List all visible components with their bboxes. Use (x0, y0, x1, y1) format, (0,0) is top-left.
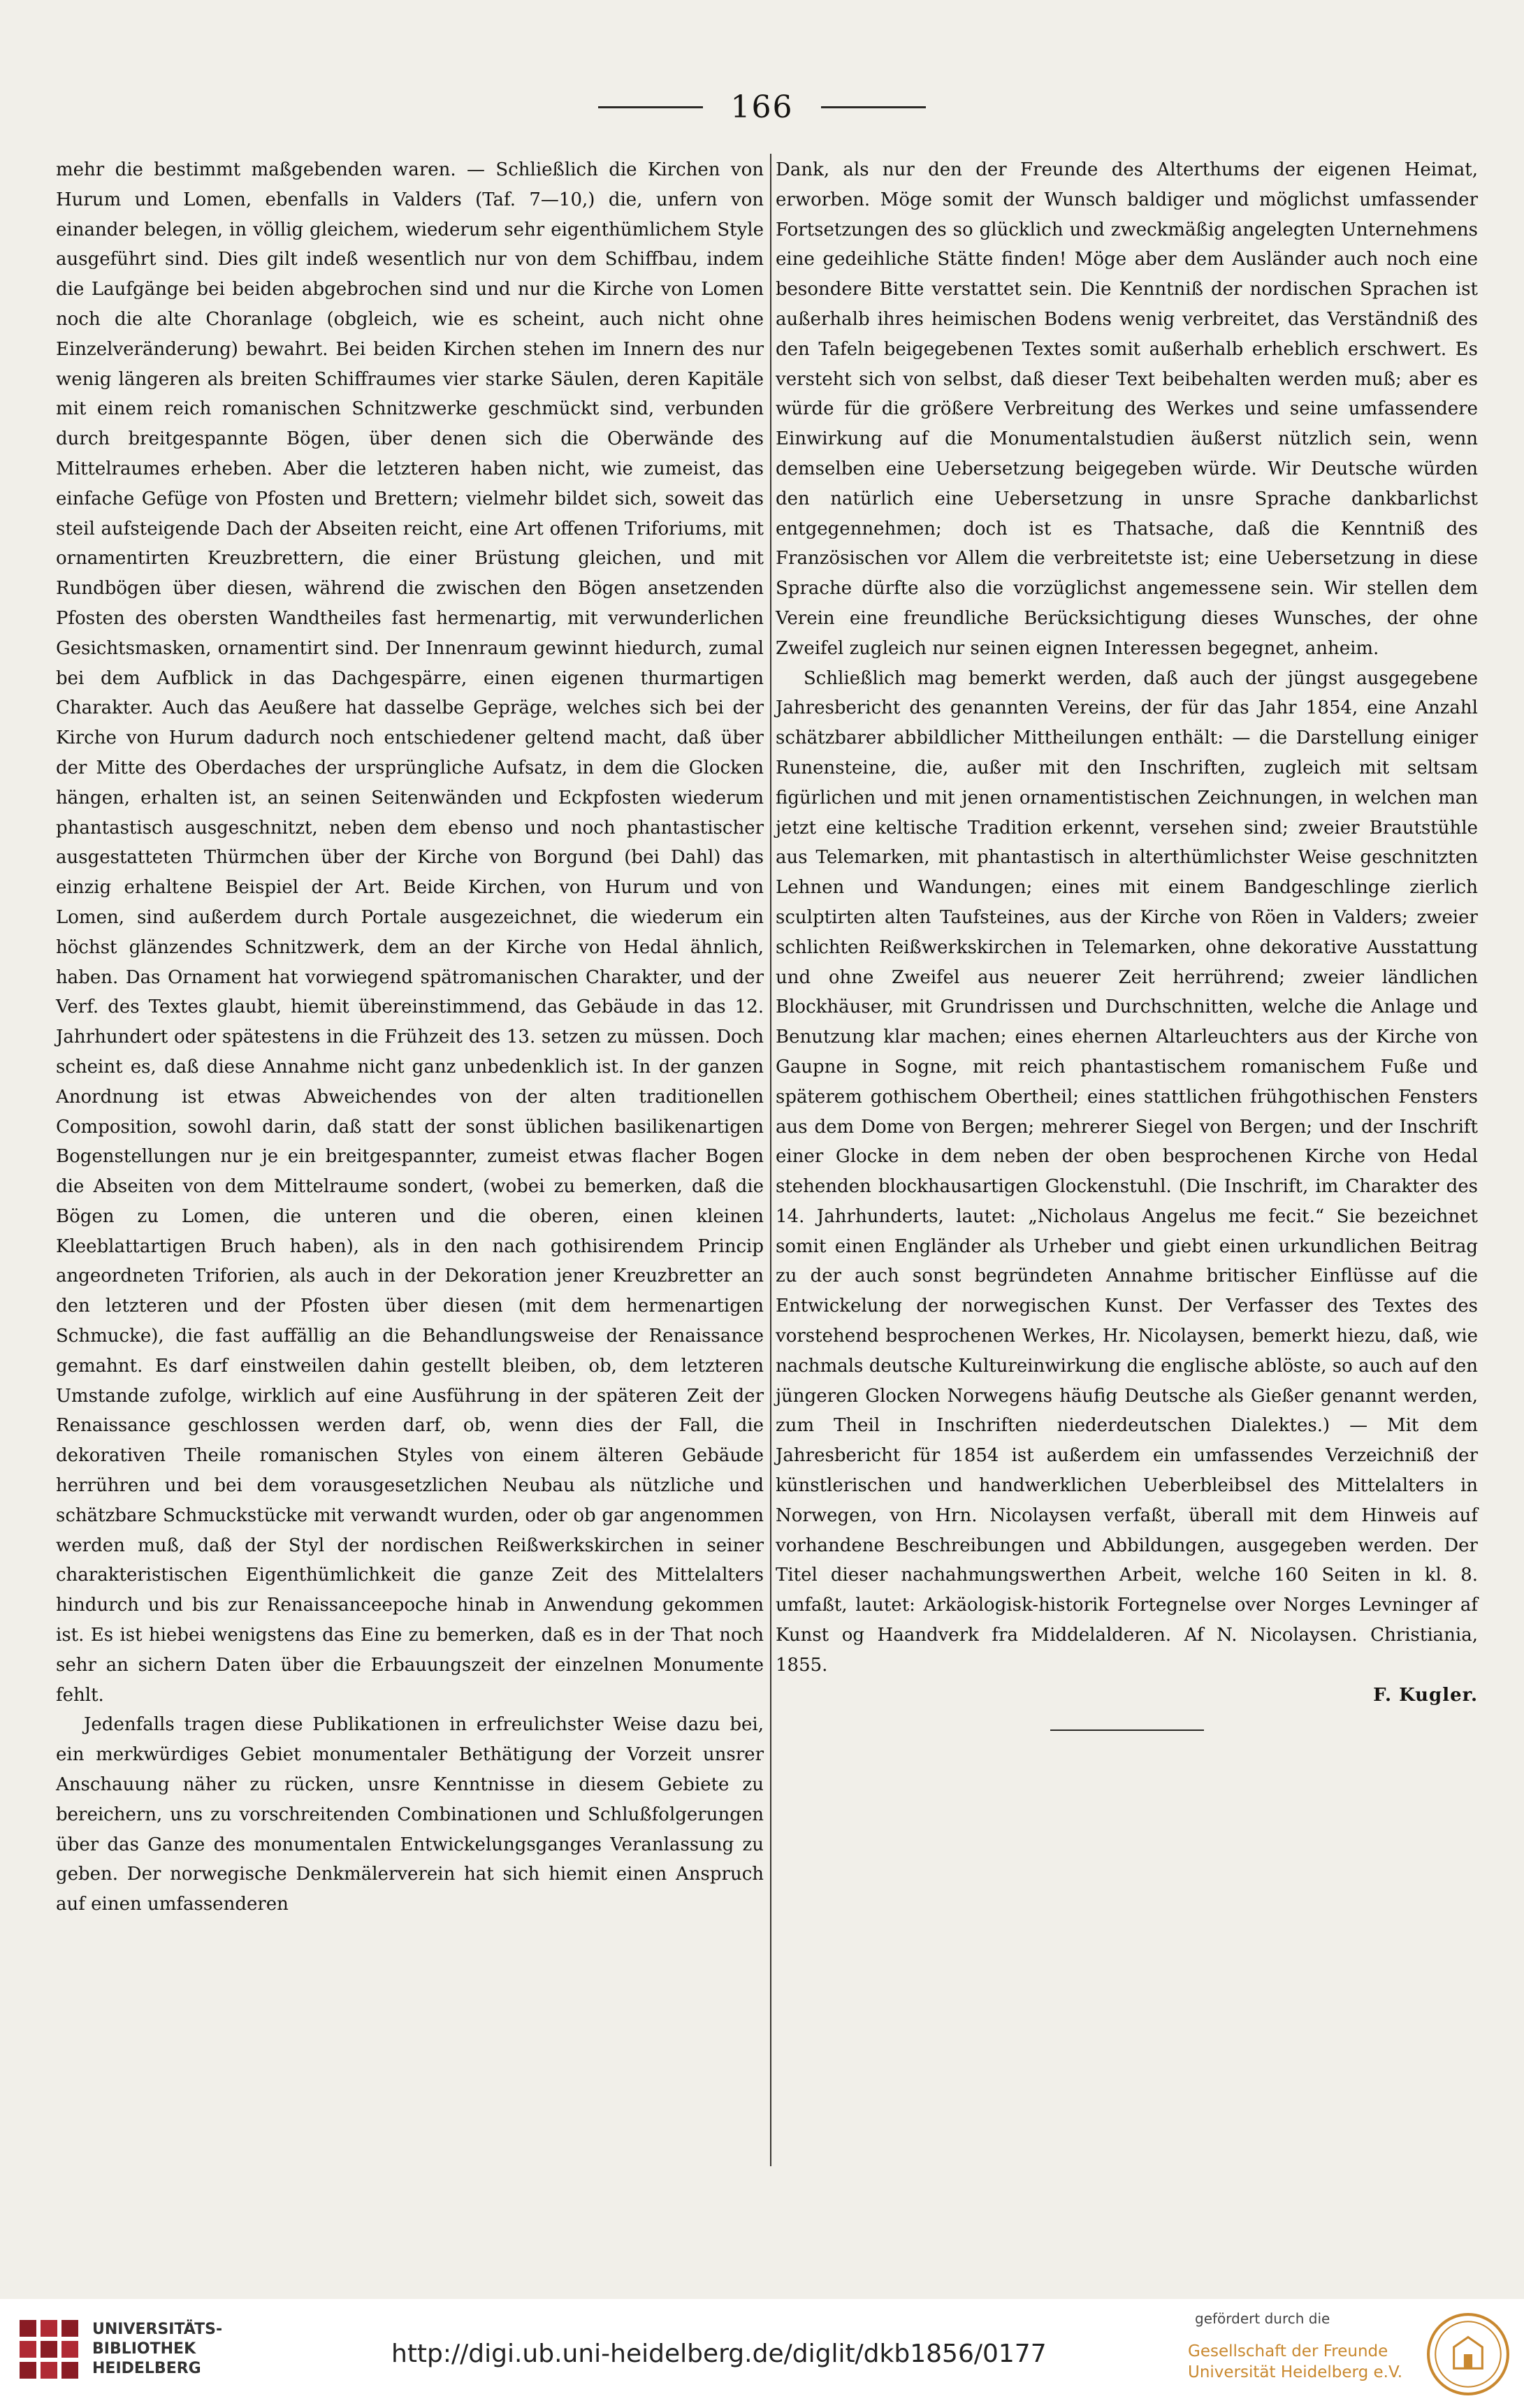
library-name-line-1: UNIVERSITÄTS- (92, 2321, 223, 2338)
university-seal-icon (1425, 2312, 1511, 2397)
library-name-line-3: HEIDELBERG (92, 2360, 201, 2377)
funded-by-text: gefördert durch die (1195, 2310, 1330, 2327)
right-paragraph-2: Schließlich mag bemerkt werden, daß auch der jüngst ausgegebene Jahresbericht des genannten Vereins, der für das Jahr 1854, eine Anzahl schätzbarer abbildlicher Mittheilungen enthält: — die Darstellung einiger Runensteine, die, außer mit den Inschriften, zugleich mit seltsam figürlichen und mit jenen ornamentistischen Zeichnungen, in welchen man jetzt eine keltische Tradition erkennt, versehen sind; zweier Brautstühle aus Telemarken, mit phantastisch in alterthümlichster Weise geschnitzten Lehnen und Wandungen; eines mit einem Bandgeschlinge zierlich sculptirten alten Taufsteines, aus der Kirche von Röen in Valders; zweier schlichten Reißwerkskirchen in Telemarken, ohne dekorative Ausstattung und ohne Zweifel aus neuerer Zeit herrührend; zweier ländlichen Blockhäuser, mit Grundrissen und Durchschnitten, welche die Anlage und Benutzung klar machen; eines ehernen Altarleuchters aus der Kirche von Gaupne in Sogne, mit reich phantastischem romanischem Fuße und späterem gothischem Obertheil; eines stattlichen frühgothischen Fensters aus dem Dome von Bergen; mehrerer Siegel von Bergen; und der Inschrift einer Glocke in dem neben der oben besprochenen Kirche von Hedal stehenden blockhausartigen Glockenstuhl. (Die Inschrift, im Charakter des 14. Jahrhunderts, lautet: „Nicholaus Angelus me fecit.“ Sie bezeichnet somit einen Engländer als Urheber und giebt einen urkundlichen Beitrag zu der auch sonst begründeten Annahme britischer Einflüsse auf die Entwickelung der norwegischen Kunst. Der Verfasser des Textes des vorstehend besprochenen Werkes, Hr. Nicolaysen, bemerkt hiezu, daß, wie nachmals deutsche Kultureinwirkung die englische ablöste, so auch auf den jüngeren Glocken Norwegens häufig Deutsche als Gießer genannt werden, zum Theil in Inschriften niederdeutschen Dialektes.) — Mit dem Jahresbericht für 1854 ist außerdem ein umfassendes Verzeichniß der künstlerischen und handwerklichen Ueberbleibsel des Mittelalters in Norwegen, von Hrn. Nicolaysen verfaßt, überall mit dem Hinweis auf vorhandene Beschreibungen und Abbildungen, ausgegeben werden. Der Titel dieser nachahmungswerthen Arbeit, welche 160 Seiten in kl. 8. umfaßt, lautet: Arkäologisk-historik Fortegnelse over Norges Levninger af Kunst og Haandverk fra Middelalderen. Af N. Nicolaysen. Christiania, 1855. (776, 667, 1478, 1676)
sponsor-name (1188, 2341, 1402, 2383)
right-paragraph-1: Dank, als nur den der Freunde des Alterthums der eigenen Heimat, erworben. Möge somit der Wunsch baldiger und möglichst umfassender Fortsetzungen des so glücklich und zweckmäßig angelegten Unternehmens eine gedeihliche Stätte finden! Möge aber dem Ausländer auch noch eine besondere Bitte verstattet sein. Die Kenntniß der nordischen Sprachen ist außerhalb ihres heimischen Bodens wenig verbreitet, das Verständniß des den Tafeln beigegebenen Textes somit außerhalb erheblich erschwert. Es versteht sich von selbst, daß dieser Text beibehalten werden muß; aber es würde für die größere Verbreitung des Werkes und seine umfassendere Einwirkung auf die Monumentalstudien äußerst nützlich sein, wenn demselben eine Uebersetzung beigegeben würde. Wir Deutsche würden den natürlich eine Uebersetzung in unsre Sprache dankbarlichst entgegennehmen; doch ist es Thatsache, daß die Kenntniß des Französischen vor Allem die verbreitetste ist; eine Uebersetzung in diese Sprache dürfte also die vorzüglichst angemessene sein. Wir stellen dem Verein eine freundliche Berücksichtigung dieses Wunsches, der ohne Zweifel zugleich nur seinen eignen Interessen begegnet, anheim. (776, 159, 1478, 659)
header-rule-right (821, 106, 926, 108)
left-column (56, 155, 764, 1920)
university-library-logo-icon (14, 2314, 84, 2384)
header-rule-left (598, 106, 703, 108)
page-header (0, 89, 1524, 125)
sponsor-name-line-1: Gesellschaft der Freunde (1188, 2342, 1388, 2360)
library-name (92, 2320, 222, 2379)
left-paragraph-1: mehr die bestimmt maßgebenden waren. — Schließlich die Kirchen von Hurum und Lomen, ebenfalls in Valders (Taf. 7—10,) die, unfern von einander belegen, in völlig gleichem, wiederum sehr eigenthümlichem Style ausgeführt sind. Dies gilt indeß wesentlich nur von dem Schiffbau, indem die Laufgänge bei beiden abgebrochen sind und nur die Kirche von Lomen noch die alte Choranlage (obgleich, wie es scheint, auch nicht ohne Einzelveränderung) bewahrt. Bei beiden Kirchen stehen im Innern des nur wenig längeren als breiten Schiffraumes vier starke Säulen, deren Kapitäle mit einem reich romanischen Schnitzwerke geschmückt sind, verbunden durch breitgespannte Bögen, über denen sich die Oberwände des Mittelraumes erheben. Aber die letzteren haben nicht, wie zumeist, das einfache Gefüge von Pfosten und Brettern; vielmehr bildet sich, soweit das steil aufsteigende Dach der Abseiten reicht, eine Art offenen Triforiums, mit ornamentirten Kreuzbrettern, die einer Brüstung gleichen, und mit Rundbögen über diesen, während die zwischen den Bögen ansetzenden Pfosten des obersten Wandtheiles fast hermenartig, mit verwunderlichen Gesichtsmasken, ornamentirt sind. Der Innenraum gewinnt hiedurch, zumal bei dem Aufblick in das Dachgespärre, einen eigenen thurmartigen Charakter. Auch das Aeußere hat dasselbe Gepräge, welches sich bei der Kirche von Hurum dadurch noch entschiedener geltend macht, daß über der Mitte des Oberdaches der ursprüngliche Aufsatz, in dem die Glocken hängen, erhalten ist, an seinen Seitenwänden und Eckpfosten wiederum phantastisch ausgeschnitzt, neben dem ebenso und noch phantastischer ausgestatteten Thürmchen über der Kirche von Borgund (bei Dahl) das einzig erhaltene Beispiel der Art. Beide Kirchen, von Hurum und von Lomen, sind außerdem durch Portale ausgezeichnet, die wiederum ein höchst glänzendes Schnitzwerk, dem an der Kirche von Hedal ähnlich, haben. Das Ornament hat vorwiegend spätromanischen Charakter, und der Verf. des Textes glaubt, hiemit übereinstimmend, das Gebäude in das 12. Jahrhundert oder spätestens in die Frühzeit des 13. setzen zu müssen. Doch scheint es, daß diese Annahme nicht ganz unbedenklich ist. In der ganzen Anordnung ist etwas Abweichendes von der alten traditionellen Composition, sowohl darin, daß statt der sonst üblichen basilikenartigen Bogenstellungen nur je ein breitgespannter, zumeist etwas flacher Bogen die Abseiten von dem Mittelraume sondert, (wobei zu bemerken, daß die Bögen zu Lomen, die unteren und die oberen, einen kleinen Kleeblattartigen Bruch haben), als in den nach gothisirendem Princip angeordneten Triforien, als auch in der Dekoration jener Kreuzbretter an den letzteren und der Pfosten über diesen (mit dem hermenartigen Schmucke), die fast auffällig an die Behandlungsweise der Renaissance gemahnt. Es darf einstweilen dahin gestellt bleiben, ob, dem letzteren Umstande zufolge, wirklich auf eine Ausführung in der späteren Zeit der Renaissance geschlossen werden darf, ob, wenn dies der Fall, die dekorativen Theile romanischen Styles von einem älteren Gebäude herrühren und bei dem vorausgesetzlichen Neubau als nützliche und schätzbare Schmuckstücke mit verwandt wurden, oder ob gar angenommen werden muß, daß der Styl der nordischen Reißwerkskirchen in seiner charakteristischen Eigenthümlichkeit die ganze Zeit des Mittelalters hindurch und bis zur Renaissanceepoche hinab in Anwendung gekommen ist. Es ist hiebei wenigstens das Eine zu bemerken, daß es in der That noch sehr an sichern Daten über die Erbauungszeit der einzelnen Monumente fehlt. (56, 159, 764, 1706)
sponsor-name-line-2: Universität Heidelberg e.V. (1188, 2363, 1403, 2381)
library-name-line-2: BIBLIOTHEK (92, 2340, 196, 2358)
left-paragraph-2: Jedenfalls tragen diese Publikationen in erfreulichster Weise dazu bei, ein merkwürdiges Gebiet monumentaler Bethätigung der Vorzeit unsrer Anschauung näher zu rücken, unsre Kenntnisse in diesem Gebiete zu bereichern, uns zu vorschreitenden Combinationen und Schlußfolgerungen über das Ganze des monumentalen Entwickelungsganges Veranlassung zu geben. Der norwegische Denkmälerverein hat sich hiemit einen Anspruch auf einen umfassenderen (56, 1714, 764, 1915)
digitization-footer (0, 2299, 1524, 2408)
author-signature: F. Kugler. (1373, 1684, 1478, 1706)
right-column (776, 155, 1478, 1731)
page-number: 166 (730, 89, 794, 125)
column-divider (770, 154, 771, 2166)
end-rule (1050, 1729, 1204, 1731)
permalink-url[interactable]: http://digi.ub.uni-heidelberg.de/diglit/dkb1856/0177 (391, 2340, 1047, 2368)
